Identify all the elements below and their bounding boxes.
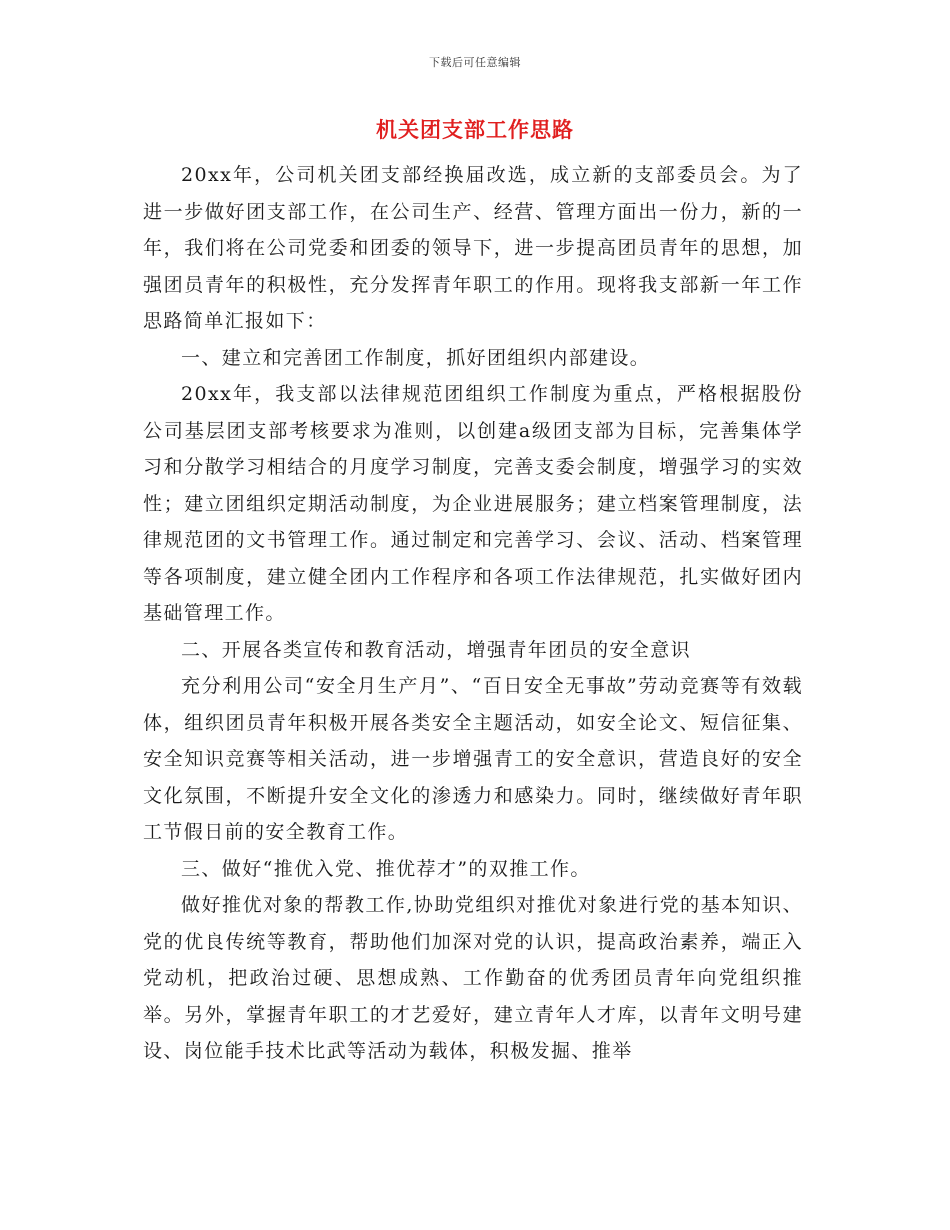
header-note: 下载后可任意编辑 (429, 56, 521, 69)
paragraph-section-1: 20xx年，我支部以法律规范团组织工作制度为重点，严格根据股份公司基层团支部考核要求为准则，以创建a级团支部为目标，完善集体学习和分散学习相结合的月度学习制度，完善支委会制度，增强学习的实效性；建立团组织定期活动制度，为企业进展服务；建立档案管理制度，法律规范团的文书管理工作。通过制定和完善学习、会议、活动、档案管理等各项制度，建立健全团内工作程序和各项工作法律规范，扎实做好团内基础管理工作。 (143, 383, 803, 624)
document-body (143, 157, 803, 1070)
section-heading-3: 三、做好“推优入党、推优荐才”的双推工作。 (181, 857, 591, 880)
section-heading-1: 一、建立和完善团工作制度，抓好团组织内部建设。 (181, 346, 651, 369)
paragraph-section-2: 充分利用公司“安全月生产月”、“百日安全无事故”劳动竞赛等有效载体，组织团员青年积极开展各类安全主题活动，如安全论文、短信征集、安全知识竞赛等相关活动，进一步增强青工的安全意识，营造良好的安全文化氛围，不断提升安全文化的渗透力和感染力。同时，继续做好青年职工节假日前的安全教育工作。 (143, 675, 803, 843)
paragraph-intro: 20xx年，公司机关团支部经换届改选，成立新的支部委员会。为了进一步做好团支部工作，在公司生产、经营、管理方面出一份力，新的一年，我们将在公司党委和团委的领导下，进一步提高团员青年的思想，加强团员青年的积极性，充分发挥青年职工的作用。现将我支部新一年工作思路简单汇报如下： (143, 164, 803, 332)
document-title: 机关团支部工作思路 (376, 117, 574, 142)
paragraph-section-3: 做好推优对象的帮教工作,协助党组织对推优对象进行党的基本知识、党的优良传统等教育，帮助他们加深对党的认识，提高政治素养，端正入党动机，把政治过硬、思想成熟、工作勤奋的优秀团员青年向党组织推举。另外，掌握青年职工的才艺爱好，建立青年人才库，以青年文明号建设、岗位能手技术比武等活动为载体，积极发掘、推举 (143, 894, 803, 1062)
section-heading-2: 二、开展各类宣传和教育活动，增强青年团员的安全意识 (181, 638, 692, 661)
